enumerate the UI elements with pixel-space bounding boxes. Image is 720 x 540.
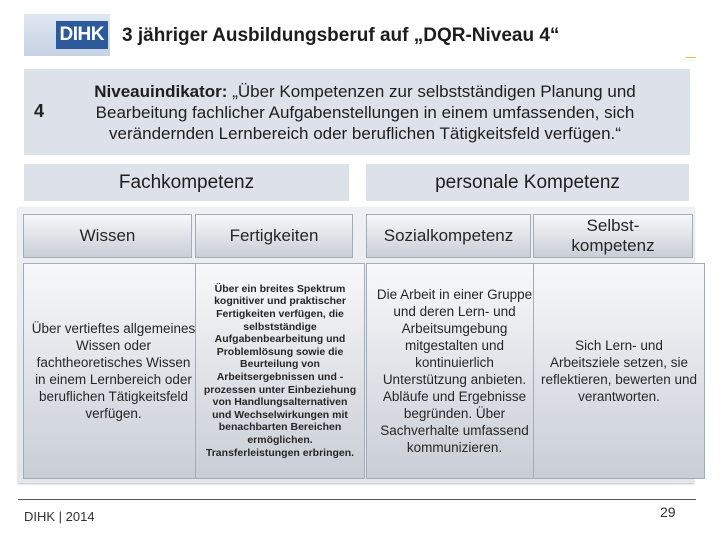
footer-divider [18, 499, 696, 500]
slide-title: 3 jähriger Ausbildungsberuf auf „DQR-Niveau 4“ [122, 25, 560, 46]
category-personale-kompetenz: personale Kompetenz [366, 164, 689, 201]
title-accent [686, 57, 696, 58]
level-indicator-description: „Über Kompetenzen zur selbstständigen Planung und Bearbeitung fachlicher Aufgabenstellungen in einem umfassenden, sich verändernden Lernbereich oder beruflichen Tätigkeitsfeld verfügen.“ [95, 82, 636, 143]
level-indicator-text [60, 81, 670, 144]
header-sozialkompetenz: Sozialkompetenz [366, 214, 531, 258]
page-number: 29 [660, 504, 676, 520]
header-selbstkompetenz: Selbst- kompetenz [533, 214, 693, 258]
footer-source: DIHK | 2014 [24, 509, 95, 524]
cell-selbstkompetenz: Sich Lern- und Arbeitsziele setzen, sie reflektieren, bewerten und verantworten. [533, 263, 705, 479]
cell-sozialkompetenz: Die Arbeit in einer Gruppe und deren Lern- und Arbeitsumgebung mitgestalten und kontinuierlich Unterstützung anbieten. Abläufe und Ergebnisse begründen. Über Sachverhalte umfassend kommunizieren. [366, 263, 543, 479]
cell-wissen: Über vertieftes allgemeines Wissen oder fachtheoretisches Wissen in einem Lernbereich oder beruflichen Tätigkeitsfeld verfügen. [23, 263, 204, 479]
header-wissen: Wissen [23, 214, 192, 258]
dihk-logo-text: DIHK [56, 21, 108, 49]
level-number: 4 [34, 101, 45, 121]
level-indicator-label: Niveauindikator: [94, 82, 228, 101]
header-fertigkeiten: Fertigkeiten [195, 214, 353, 258]
cell-fertigkeiten: Über ein breites Spektrum kognitiver und praktischer Fertigkeiten verfügen, die selbstständige Aufgabenbearbeitung und Problemlösung sowie die Beurteilung von Arbeitsergebnissen und -prozessen unter Einbeziehung von Handlungsalternativen und Wechselwirkungen mit benachbarten Bereichen ermöglichen. Transferleistungen erbringen. [195, 263, 365, 479]
dihk-logo [24, 14, 110, 56]
category-fachkompetenz: Fachkompetenz [24, 164, 349, 201]
